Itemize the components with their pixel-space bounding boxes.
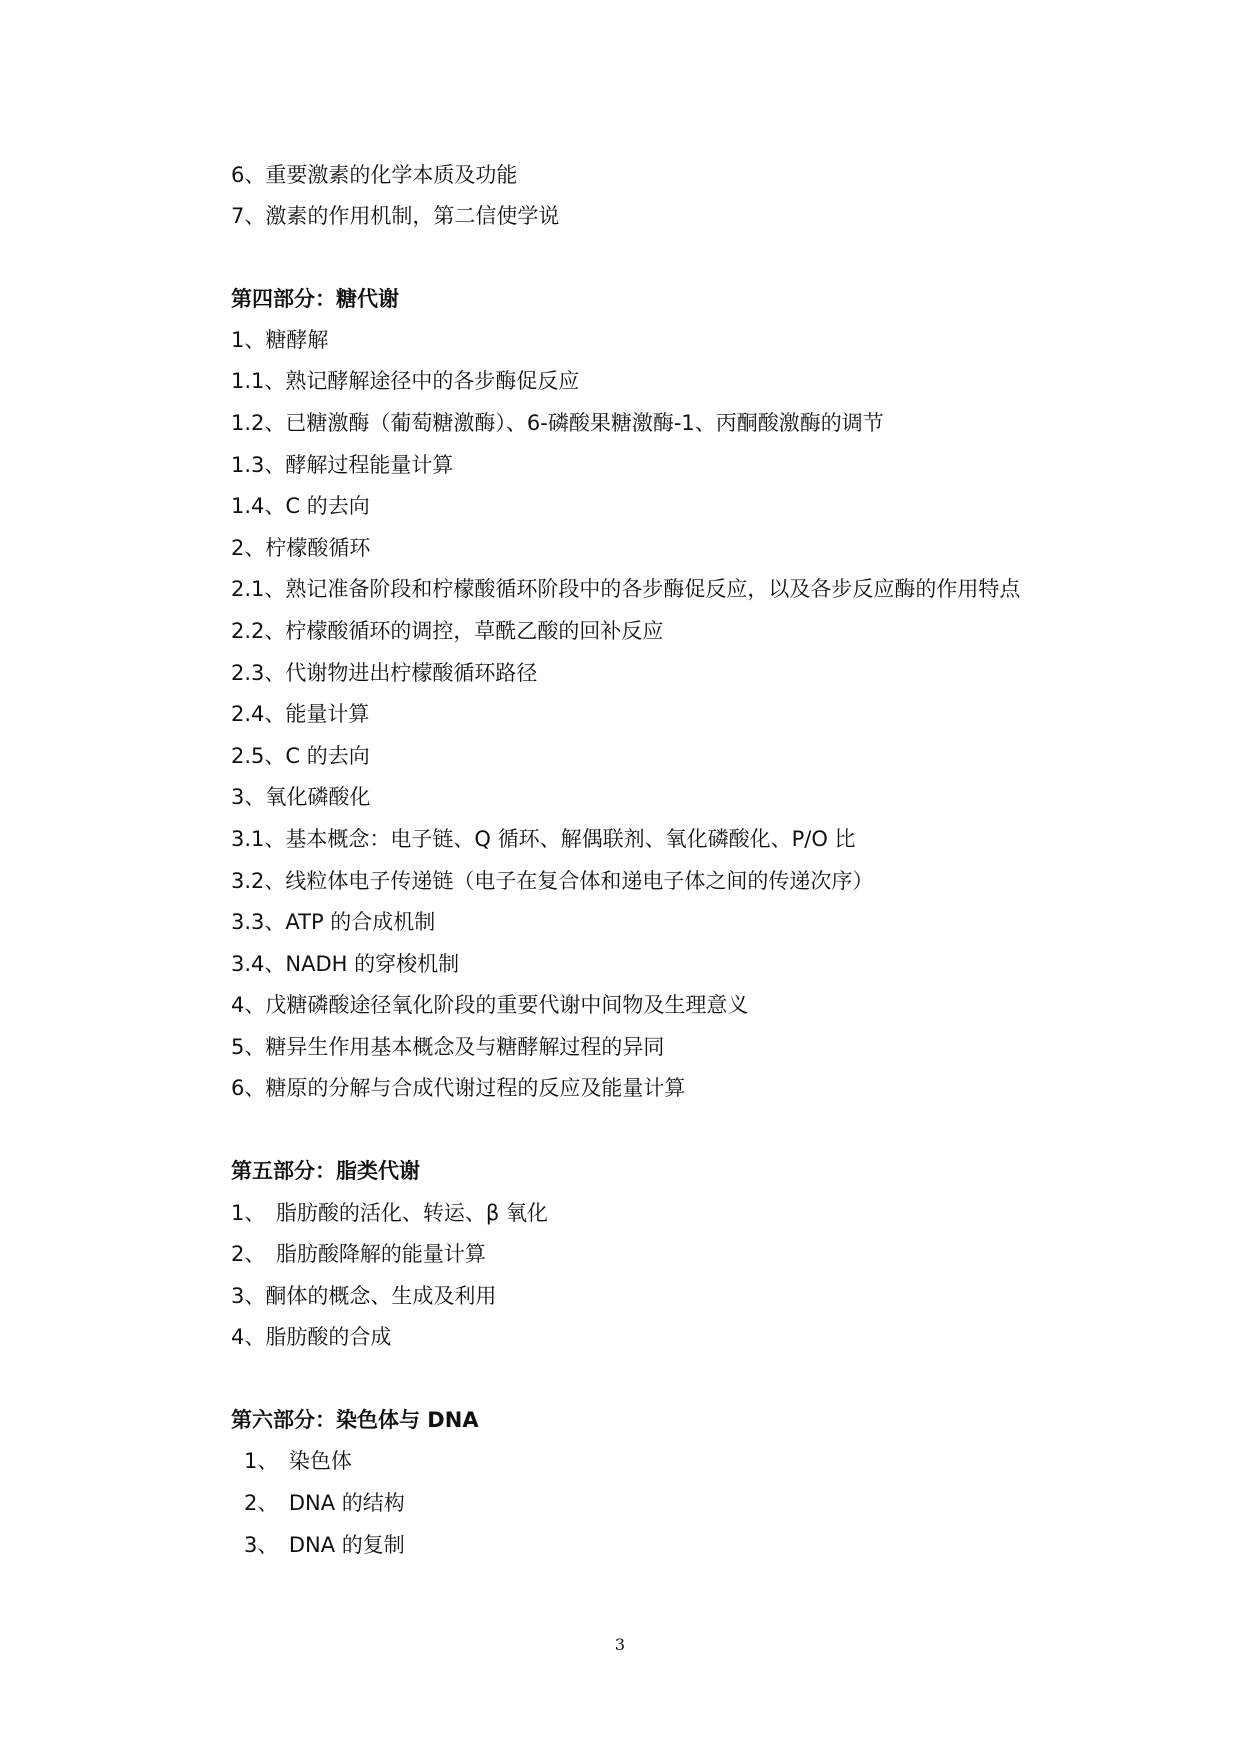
outline-item: 3.1、基本概念：电子链、Q 循环、解偶联剂、氧化磷酸化、P/O 比 (231, 827, 856, 851)
outline-item: 1、 染色体 (244, 1449, 352, 1473)
outline-item: 2.1、熟记准备阶段和柠檬酸循环阶段中的各步酶促反应，以及各步反应酶的作用特点 (231, 577, 1021, 601)
outline-item: 3.3、ATP 的合成机制 (231, 910, 436, 934)
outline-item: 2、 脂肪酸降解的能量计算 (231, 1242, 486, 1266)
outline-item: 4、脂肪酸的合成 (231, 1325, 392, 1349)
outline-item: 2、柠檬酸循环 (231, 536, 371, 560)
outline-item: 2.5、C 的去向 (231, 744, 370, 768)
outline-item: 2、 DNA 的结构 (244, 1491, 405, 1515)
section-heading-lipid-metabolism: 第五部分：脂类代谢 (231, 1159, 420, 1183)
outline-item: 6、糖原的分解与合成代谢过程的反应及能量计算 (231, 1076, 686, 1100)
outline-item: 1.3、酵解过程能量计算 (231, 453, 454, 477)
page-number: 3 (614, 1635, 626, 1654)
intro-item: 6、重要激素的化学本质及功能 (231, 163, 518, 187)
outline-item: 3.4、NADH 的穿梭机制 (231, 952, 460, 976)
outline-item: 3、 DNA 的复制 (244, 1533, 405, 1557)
outline-item: 1、糖酵解 (231, 328, 329, 352)
outline-item: 2.4、能量计算 (231, 702, 370, 726)
outline-item: 3、酮体的概念、生成及利用 (231, 1284, 497, 1308)
outline-item: 1.4、C 的去向 (231, 494, 370, 518)
outline-item: 4、戊糖磷酸途径氧化阶段的重要代谢中间物及生理意义 (231, 993, 749, 1017)
outline-item: 2.3、代谢物进出柠檬酸循环路径 (231, 661, 538, 685)
outline-item: 5、糖异生作用基本概念及与糖酵解过程的异同 (231, 1035, 665, 1059)
outline-item: 1.2、已糖激酶（葡萄糖激酶）、6-磷酸果糖激酶-1、丙酮酸激酶的调节 (231, 411, 884, 435)
outline-item: 3、氧化磷酸化 (231, 785, 371, 809)
outline-item: 3.2、线粒体电子传递链（电子在复合体和递电子体之间的传递次序） (231, 869, 874, 893)
intro-item: 7、激素的作用机制，第二信使学说 (231, 204, 560, 228)
section-heading-sugar-metabolism: 第四部分：糖代谢 (231, 287, 399, 311)
outline-item: 1、 脂肪酸的活化、转运、β 氧化 (231, 1201, 548, 1225)
outline-item: 1.1、熟记酵解途径中的各步酶促反应 (231, 369, 580, 393)
outline-item: 2.2、柠檬酸循环的调控，草酰乙酸的回补反应 (231, 619, 664, 643)
section-heading-chromosome-dna: 第六部分：染色体与 DNA (231, 1408, 479, 1432)
